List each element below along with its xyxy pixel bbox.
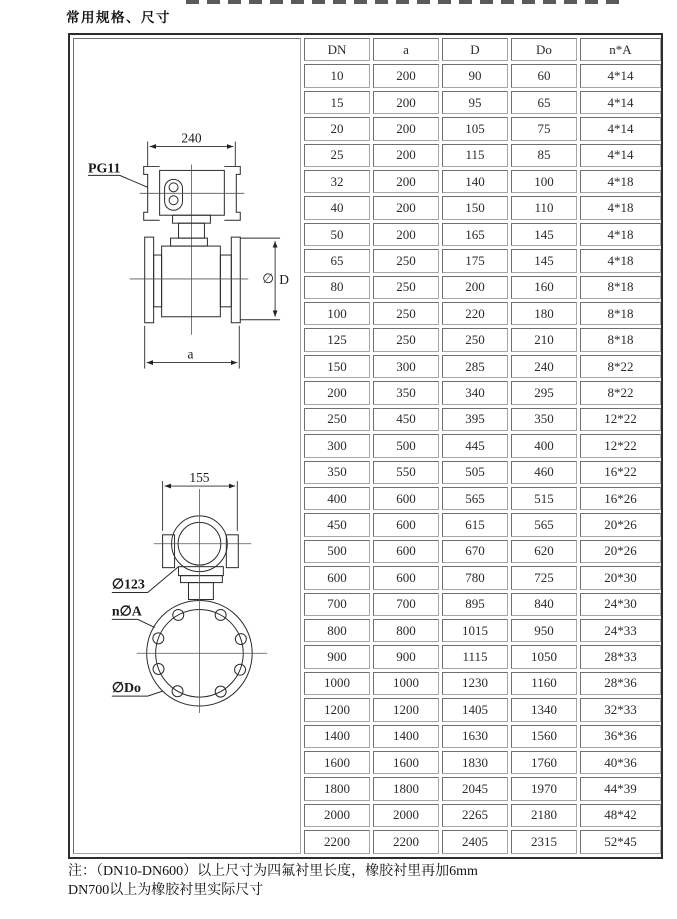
table-cell: 620 bbox=[511, 540, 577, 563]
table-cell: 36*36 bbox=[580, 725, 661, 748]
table-cell: 300 bbox=[304, 434, 370, 457]
table-cell: 240 bbox=[511, 355, 577, 378]
table-cell: 1015 bbox=[442, 619, 508, 642]
table-cell: 52*45 bbox=[580, 830, 661, 854]
table-cell: 200 bbox=[304, 381, 370, 404]
table-cell: 20*26 bbox=[580, 513, 661, 536]
table-cell: 40 bbox=[304, 196, 370, 219]
table-cell: 395 bbox=[442, 408, 508, 431]
footnote-line-1: 注：（DN10-DN600）以上尺寸为四氟衬里长度，橡胶衬里再加6mm bbox=[68, 864, 478, 879]
column-header-do: Do bbox=[511, 38, 577, 61]
table-cell: 20 bbox=[304, 117, 370, 140]
table-cell: 145 bbox=[511, 249, 577, 272]
table-cell: 1600 bbox=[373, 751, 439, 774]
table-cell: 105 bbox=[442, 117, 508, 140]
table-cell: 1000 bbox=[373, 672, 439, 695]
table-cell: 60 bbox=[511, 64, 577, 87]
bolt-spec-label: n∅A bbox=[111, 604, 142, 620]
table-cell: 250 bbox=[304, 408, 370, 431]
table-cell: 145 bbox=[511, 223, 577, 246]
table-cell: 1160 bbox=[511, 672, 577, 695]
converter-housing bbox=[160, 170, 225, 215]
table-cell: 140 bbox=[442, 170, 508, 193]
table-cell: 2200 bbox=[373, 830, 439, 854]
table-cell: 1400 bbox=[304, 725, 370, 748]
cable-entry-slot bbox=[165, 179, 183, 210]
table-cell: 4*14 bbox=[580, 64, 661, 87]
bolt-spec-leader bbox=[112, 619, 155, 627]
sensor-body bbox=[162, 246, 221, 317]
table-cell: 160 bbox=[511, 276, 577, 299]
table-cell: 32*33 bbox=[580, 698, 661, 721]
table-cell: 900 bbox=[373, 645, 439, 668]
table-cell: 1115 bbox=[442, 645, 508, 668]
column-header-a: a bbox=[373, 38, 439, 61]
table-cell: 800 bbox=[304, 619, 370, 642]
table-cell: 350 bbox=[511, 408, 577, 431]
table-cell: 250 bbox=[373, 328, 439, 351]
table-cell: 180 bbox=[511, 302, 577, 325]
column-header-d: D bbox=[442, 38, 508, 61]
table-cell: 250 bbox=[373, 302, 439, 325]
table-cell: 1560 bbox=[511, 725, 577, 748]
dim-155-label: 155 bbox=[189, 470, 210, 486]
table-cell: 200 bbox=[373, 196, 439, 219]
table-cell: 460 bbox=[511, 461, 577, 484]
table-cell: 340 bbox=[442, 381, 508, 404]
table-cell: 515 bbox=[511, 487, 577, 510]
table-cell: 85 bbox=[511, 144, 577, 167]
right-pipe bbox=[220, 255, 231, 307]
table-cell: 505 bbox=[442, 461, 508, 484]
table-cell: 8*18 bbox=[580, 302, 661, 325]
table-cell: 900 bbox=[304, 645, 370, 668]
table-cell: 200 bbox=[373, 117, 439, 140]
table-cell: 1200 bbox=[304, 698, 370, 721]
column-header-na: n*A bbox=[580, 38, 661, 61]
header-row bbox=[73, 38, 661, 61]
table-cell: 24*33 bbox=[580, 619, 661, 642]
table-cell: 700 bbox=[373, 593, 439, 616]
table-cell: 65 bbox=[511, 91, 577, 114]
table-cell: 400 bbox=[304, 487, 370, 510]
neck bbox=[188, 583, 213, 600]
table-cell: 950 bbox=[511, 619, 577, 642]
table-cell: 2200 bbox=[304, 830, 370, 854]
table-cell: 115 bbox=[442, 144, 508, 167]
table-cell: 400 bbox=[511, 434, 577, 457]
table-cell: 150 bbox=[304, 355, 370, 378]
clipped-title-fragment bbox=[186, 0, 622, 4]
table-cell: 2180 bbox=[511, 804, 577, 827]
table-cell: 500 bbox=[373, 434, 439, 457]
converter-diameter-label: ∅123 bbox=[111, 577, 145, 593]
table-cell: 1050 bbox=[511, 645, 577, 668]
table-cell: 80 bbox=[304, 276, 370, 299]
table-cell: 615 bbox=[442, 513, 508, 536]
table-cell: 24*30 bbox=[580, 593, 661, 616]
table-cell: 840 bbox=[511, 593, 577, 616]
table-cell: 2000 bbox=[304, 804, 370, 827]
table-cell: 4*18 bbox=[580, 196, 661, 219]
table-cell: 295 bbox=[511, 381, 577, 404]
converter-right-ear bbox=[226, 535, 238, 568]
table-cell: 12*22 bbox=[580, 434, 661, 457]
table-cell: 350 bbox=[373, 381, 439, 404]
table-cell: 1000 bbox=[304, 672, 370, 695]
table-cell: 450 bbox=[373, 408, 439, 431]
table-cell: 8*18 bbox=[580, 276, 661, 299]
end-view-drawing bbox=[112, 470, 267, 713]
table-cell: 1800 bbox=[373, 777, 439, 800]
table-cell: 4*18 bbox=[580, 170, 661, 193]
table-cell: 600 bbox=[373, 487, 439, 510]
diameter-letter: D bbox=[279, 271, 289, 287]
table-cell: 200 bbox=[373, 223, 439, 246]
table-cell: 44*39 bbox=[580, 777, 661, 800]
table-cell: 1800 bbox=[304, 777, 370, 800]
table-cell: 500 bbox=[304, 540, 370, 563]
dim-240-label: 240 bbox=[181, 130, 202, 146]
table-cell: 48*42 bbox=[580, 804, 661, 827]
left-pipe bbox=[154, 255, 162, 307]
table-cell: 20*30 bbox=[580, 566, 661, 589]
spec-table-body bbox=[73, 38, 661, 854]
table-cell: 550 bbox=[373, 461, 439, 484]
table-cell: 200 bbox=[373, 91, 439, 114]
footnote-line-2: DN700以上为橡胶衬里实际尺寸 bbox=[68, 883, 264, 898]
table-cell: 285 bbox=[442, 355, 508, 378]
table-cell: 600 bbox=[304, 566, 370, 589]
table-cell: 4*18 bbox=[580, 223, 661, 246]
column-header-dn: DN bbox=[304, 38, 370, 61]
table-cell: 1830 bbox=[442, 751, 508, 774]
neck-collar bbox=[181, 576, 223, 583]
table-cell: 12*22 bbox=[580, 408, 661, 431]
table-cell: 4*14 bbox=[580, 91, 661, 114]
technical-drawing-cell bbox=[73, 38, 301, 854]
table-cell: 150 bbox=[442, 196, 508, 219]
table-cell: 25 bbox=[304, 144, 370, 167]
table-cell: 780 bbox=[442, 566, 508, 589]
table-cell: 565 bbox=[442, 487, 508, 510]
table-cell: 75 bbox=[511, 117, 577, 140]
table-cell: 450 bbox=[304, 513, 370, 536]
table-cell: 200 bbox=[442, 276, 508, 299]
table-cell: 300 bbox=[373, 355, 439, 378]
table-cell: 2045 bbox=[442, 777, 508, 800]
table-cell: 95 bbox=[442, 91, 508, 114]
table-cell: 600 bbox=[373, 513, 439, 536]
table-cell: 125 bbox=[304, 328, 370, 351]
left-flange bbox=[145, 237, 154, 323]
table-cell: 725 bbox=[511, 566, 577, 589]
table-cell: 1200 bbox=[373, 698, 439, 721]
table-cell: 2405 bbox=[442, 830, 508, 854]
table-cell: 200 bbox=[373, 64, 439, 87]
table-cell: 90 bbox=[442, 64, 508, 87]
table-cell: 1970 bbox=[511, 777, 577, 800]
table-cell: 250 bbox=[373, 249, 439, 272]
side-view-drawing bbox=[88, 131, 289, 369]
table-cell: 445 bbox=[442, 434, 508, 457]
table-cell: 600 bbox=[373, 566, 439, 589]
table-cell: 20*26 bbox=[580, 540, 661, 563]
table-cell: 700 bbox=[304, 593, 370, 616]
table-cell: 800 bbox=[373, 619, 439, 642]
table-cell: 250 bbox=[442, 328, 508, 351]
table-cell: 250 bbox=[373, 276, 439, 299]
table-cell: 100 bbox=[511, 170, 577, 193]
table-cell: 28*33 bbox=[580, 645, 661, 668]
spec-table bbox=[70, 35, 664, 857]
table-cell: 50 bbox=[304, 223, 370, 246]
table-cell: 4*14 bbox=[580, 144, 661, 167]
table-cell: 16*22 bbox=[580, 461, 661, 484]
table-cell: 4*18 bbox=[580, 249, 661, 272]
neck-collar bbox=[171, 238, 208, 246]
page-title: 常用规格、尺寸 bbox=[66, 10, 171, 25]
table-cell: 200 bbox=[373, 170, 439, 193]
table-cell: 565 bbox=[511, 513, 577, 536]
flowmeter-drawing bbox=[74, 39, 300, 853]
footnotes bbox=[68, 862, 478, 900]
table-cell: 8*22 bbox=[580, 381, 661, 404]
table-cell: 10 bbox=[304, 64, 370, 87]
cable-entry-hole bbox=[169, 196, 178, 205]
table-cell: 165 bbox=[442, 223, 508, 246]
table-cell: 1230 bbox=[442, 672, 508, 695]
bolt-circle-label: ∅Do bbox=[111, 681, 141, 697]
table-cell: 220 bbox=[442, 302, 508, 325]
table-cell: 210 bbox=[511, 328, 577, 351]
pg11-label: PG11 bbox=[87, 161, 121, 177]
table-cell: 1405 bbox=[442, 698, 508, 721]
table-cell: 32 bbox=[304, 170, 370, 193]
table-cell: 8*18 bbox=[580, 328, 661, 351]
table-cell: 350 bbox=[304, 461, 370, 484]
table-cell: 2315 bbox=[511, 830, 577, 854]
table-cell: 100 bbox=[304, 302, 370, 325]
table-cell: 4*14 bbox=[580, 117, 661, 140]
table-cell: 895 bbox=[442, 593, 508, 616]
table-cell: 40*36 bbox=[580, 751, 661, 774]
table-cell: 16*26 bbox=[580, 487, 661, 510]
table-cell: 200 bbox=[373, 144, 439, 167]
table-cell: 600 bbox=[373, 540, 439, 563]
table-cell: 28*36 bbox=[580, 672, 661, 695]
table-cell: 110 bbox=[511, 196, 577, 219]
pg11-leader-line bbox=[88, 175, 148, 187]
table-cell: 1760 bbox=[511, 751, 577, 774]
table-cell: 1340 bbox=[511, 698, 577, 721]
table-cell: 1400 bbox=[373, 725, 439, 748]
cable-entry-hole bbox=[169, 183, 178, 192]
table-cell: 1630 bbox=[442, 725, 508, 748]
table-cell: 670 bbox=[442, 540, 508, 563]
spec-panel bbox=[68, 33, 663, 859]
table-cell: 1600 bbox=[304, 751, 370, 774]
dim-a-label: a bbox=[187, 346, 194, 362]
table-cell: 2000 bbox=[373, 804, 439, 827]
diameter-symbol: ∅ bbox=[262, 270, 275, 286]
table-cell: 8*22 bbox=[580, 355, 661, 378]
right-flange bbox=[231, 237, 240, 323]
table-cell: 65 bbox=[304, 249, 370, 272]
table-cell: 15 bbox=[304, 91, 370, 114]
table-cell: 2265 bbox=[442, 804, 508, 827]
table-cell: 175 bbox=[442, 249, 508, 272]
